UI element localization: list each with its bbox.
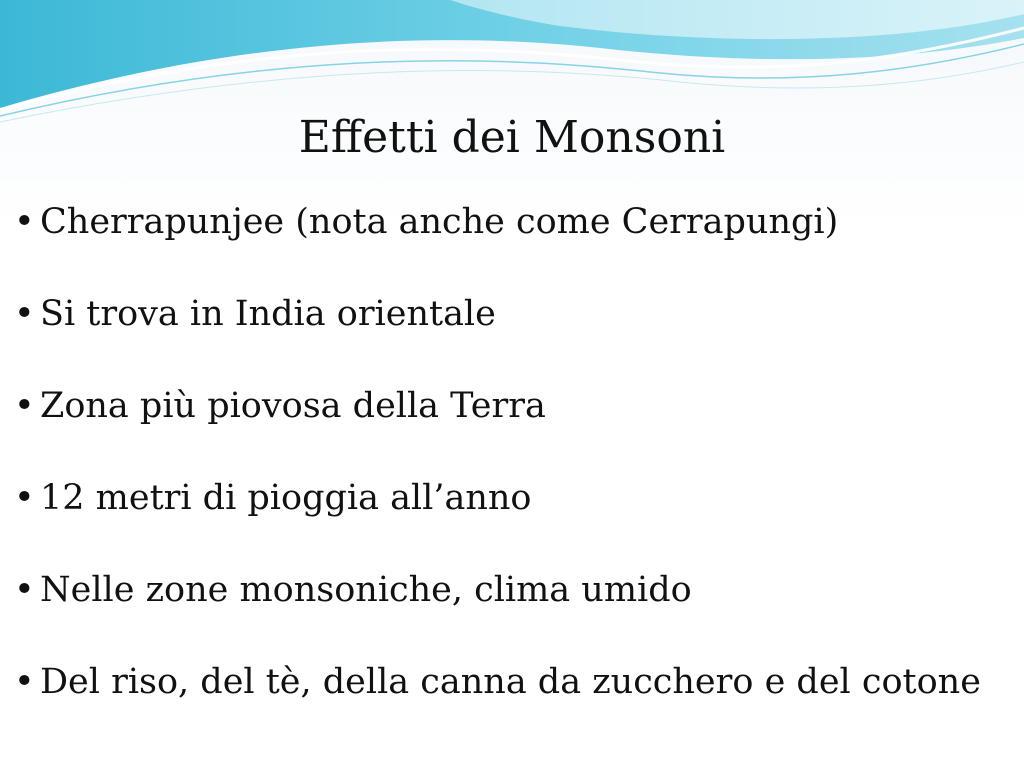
bullet-icon: • (14, 386, 35, 426)
bullet-list (14, 194, 1018, 746)
bullet-item (14, 378, 1018, 470)
bullet-item (14, 194, 1018, 286)
bullet-text: Del riso, del tè, della canna da zucchero e del cotone (40, 662, 981, 702)
bullet-text: 12 metri di pioggia all’anno (40, 478, 532, 518)
bullet-icon: • (14, 570, 35, 610)
bullet-text: Zona più piovosa della Terra (40, 386, 546, 426)
bullet-item (14, 286, 1018, 378)
bullet-icon: • (14, 662, 35, 702)
bullet-text: Si trova in India orientale (40, 294, 496, 334)
bullet-item (14, 470, 1018, 562)
bullet-icon: • (14, 294, 35, 334)
bullet-text: Nelle zone monsoniche, clima umido (40, 570, 692, 610)
bullet-icon: • (14, 202, 35, 242)
bullet-item (14, 654, 1018, 746)
slide-title: Effetti dei Monsoni (298, 112, 726, 163)
bullet-icon: • (14, 478, 35, 518)
bullet-item (14, 562, 1018, 654)
bullet-text: Cherrapunjee (nota anche come Cerrapungi) (40, 202, 839, 242)
